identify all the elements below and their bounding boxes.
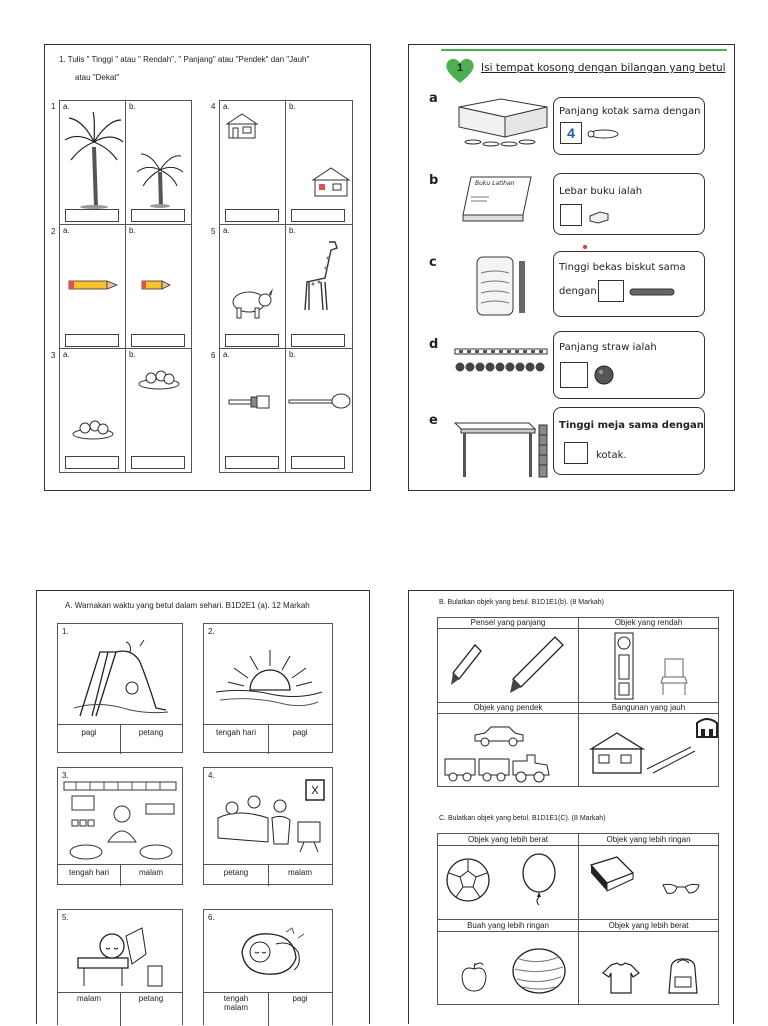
time-card-2 <box>203 623 333 753</box>
card-number: 1. <box>62 627 69 636</box>
option-malam[interactable]: malam <box>287 868 312 877</box>
time-card-4 <box>203 767 333 885</box>
eraser-icon <box>588 210 610 224</box>
balloon-icon[interactable] <box>519 853 559 907</box>
grid-b-header: Bangunan yang jauh <box>611 703 686 712</box>
title-rule <box>441 49 727 51</box>
grid-b-header: Objek yang pendek <box>473 703 543 712</box>
ws1-row-number: 3 <box>51 351 56 360</box>
option-a-label: a. <box>63 102 70 111</box>
answer-box[interactable] <box>225 456 279 469</box>
short-pencil-icon[interactable] <box>449 643 483 687</box>
tall-palm-tree-icon <box>63 112 123 207</box>
answer-box[interactable] <box>225 209 279 222</box>
long-pencil-icon[interactable] <box>509 635 565 695</box>
stick-icon <box>630 287 676 297</box>
car-icon[interactable] <box>471 723 525 747</box>
option-a-label: a. <box>223 226 230 235</box>
ws4-title-c: C. Bulatkan objek yang betul. B1D1E1(C). (8 Markah) <box>439 815 606 822</box>
item-text: kotak. <box>596 450 627 461</box>
time-card-1 <box>57 623 183 753</box>
card-number: 6. <box>208 913 215 922</box>
option-malam[interactable]: malam <box>76 994 101 1003</box>
answer-box[interactable] <box>65 456 119 469</box>
safety-pin-icon <box>588 128 620 140</box>
grid-b-header: Pensel yang panjang <box>470 618 546 627</box>
answer-box[interactable] <box>560 362 588 388</box>
item-text: Tinggi meja sama dengan <box>559 420 704 431</box>
grandfather-clock-icon[interactable] <box>611 631 637 701</box>
apple-icon[interactable] <box>459 961 489 995</box>
option-b-label: b. <box>129 350 136 359</box>
card-number: 4. <box>208 771 215 780</box>
spectacles-icon[interactable] <box>661 879 701 899</box>
child-sleeping-desk-icon <box>72 924 172 988</box>
item-b-box <box>553 173 705 235</box>
answer-box[interactable] <box>291 334 345 347</box>
answer-box[interactable] <box>560 204 582 226</box>
book-label: Buku Latihan <box>475 180 515 187</box>
table-and-blocks-icon <box>451 417 551 479</box>
answer-value: 4 <box>567 125 575 141</box>
ws4-title-b: B. Bulatkan objek yang betul. B1D1E1(b). (8 Markah) <box>439 599 604 606</box>
soccer-ball-icon[interactable] <box>445 857 491 903</box>
sunrise-icon <box>214 644 324 714</box>
worksheet-measure-with-objects <box>408 44 735 491</box>
train-icon[interactable] <box>443 753 553 783</box>
family-watching-tv-icon <box>208 778 328 862</box>
option-petang[interactable]: petang <box>223 868 249 877</box>
answer-box[interactable] <box>291 209 345 222</box>
classroom-nap-icon <box>62 780 180 864</box>
ws1-row-number: 2 <box>51 227 56 236</box>
ws1-left-grid <box>51 100 192 473</box>
grid-c <box>437 833 719 1005</box>
item-letter: c <box>429 255 437 270</box>
grid-b-header: Objek yang rendah <box>614 618 683 627</box>
rhino-icon <box>227 286 271 320</box>
child-sleeping-bed-icon <box>226 924 316 984</box>
time-card-6 <box>203 909 333 1025</box>
fruit-bowl-high-icon <box>137 368 181 390</box>
ws1-row-number: 6 <box>211 351 216 360</box>
giraffe-icon <box>295 238 345 318</box>
far-house-icon[interactable] <box>641 717 721 777</box>
item-text: dengan <box>559 286 597 297</box>
option-petang[interactable]: petang <box>138 728 164 737</box>
ws1-instruction-line2: atau "Dekat" <box>75 73 120 82</box>
ws1-row-number: 5 <box>211 227 216 236</box>
long-pencil-icon <box>69 280 119 290</box>
item-letter: b <box>429 173 439 188</box>
answer-box[interactable] <box>65 334 119 347</box>
worksheet-time-of-day <box>36 590 370 1024</box>
far-house-icon <box>311 166 351 198</box>
red-dot <box>583 245 587 249</box>
answer-box[interactable] <box>564 442 588 464</box>
answer-box[interactable] <box>65 209 119 222</box>
backpack-icon[interactable] <box>663 957 703 997</box>
ws1-instruction-line1: 1. Tulis " Tinggi " atau " Rendah", " Panjang" atau "Pendek" dan "Jauh" <box>59 55 310 64</box>
grid-c-header: Objek yang lebih ringan <box>606 835 691 844</box>
ws1-row-number: 1 <box>51 102 56 111</box>
item-letter: e <box>429 413 438 428</box>
option-a-label: a. <box>63 350 70 359</box>
option-tengah-hari[interactable]: tengah hari <box>215 728 257 737</box>
ws1-row-number: 4 <box>211 102 216 111</box>
grid-b <box>437 617 719 787</box>
chair-icon[interactable] <box>659 657 689 697</box>
grid-c-header: Objek yang lebih berat <box>608 921 689 930</box>
item-c-box <box>553 251 705 317</box>
item-text: Tinggi bekas biskut sama <box>559 262 686 273</box>
ws3-title: A. Warnakan waktu yang betul dalam sehari. B1D2E1 (a). 12 Markah <box>65 601 310 610</box>
item-text: Lebar buku ialah <box>559 186 643 197</box>
item-a-box <box>553 97 705 155</box>
option-b-label: b. <box>289 102 296 111</box>
option-b-label: b. <box>289 350 296 359</box>
option-petang[interactable]: petang <box>138 994 164 1003</box>
option-tengah-malam[interactable]: tengah malam <box>223 994 249 1012</box>
card-number: 3. <box>62 771 69 780</box>
option-malam[interactable]: malam <box>138 868 163 877</box>
watermelon-icon[interactable] <box>509 945 569 997</box>
item-text: Panjang straw ialah <box>559 342 657 353</box>
option-a-label: a. <box>223 102 230 111</box>
answer-box[interactable] <box>291 456 345 469</box>
answer-box[interactable] <box>225 334 279 347</box>
item-e-box <box>553 407 705 475</box>
long-spade-icon <box>289 394 351 410</box>
short-palm-tree-icon <box>135 152 185 207</box>
answer-box[interactable] <box>131 209 185 222</box>
short-pencil-icon <box>142 280 172 290</box>
short-brush-icon <box>229 395 273 409</box>
grid-c-header: Objek yang lebih berat <box>467 835 549 844</box>
option-a-label: a. <box>63 226 70 235</box>
worksheet-circle-objects <box>408 590 734 1024</box>
fruit-bowl-low-icon <box>71 418 115 440</box>
item-d-box <box>553 331 705 399</box>
option-b-label: b. <box>289 226 296 235</box>
answer-box[interactable] <box>131 456 185 469</box>
item-text: Panjang kotak sama dengan <box>559 106 701 117</box>
answer-box[interactable] <box>131 334 185 347</box>
option-b-label: b. <box>129 226 136 235</box>
ws1-right-grid <box>211 100 353 473</box>
near-house-icon[interactable] <box>587 731 647 775</box>
ball-icon <box>594 365 614 385</box>
answer-box[interactable] <box>560 122 582 144</box>
option-pagi[interactable]: pagi <box>81 728 97 737</box>
card-number: 5. <box>62 913 69 922</box>
option-b-label: b. <box>129 102 136 111</box>
card-number: 2. <box>208 627 215 636</box>
worksheet-length-height <box>44 44 371 491</box>
badge-number: 1 <box>457 62 464 74</box>
option-pagi[interactable]: pagi <box>292 728 308 737</box>
time-card-3 <box>57 767 183 885</box>
playground-slide-icon <box>70 638 170 718</box>
near-house-icon <box>225 112 259 140</box>
straw-and-beads-icon <box>455 347 555 377</box>
time-card-5 <box>57 909 183 1025</box>
box-tray-icon <box>451 97 551 147</box>
item-letter: d <box>429 337 439 352</box>
option-a-label: a. <box>223 350 230 359</box>
answer-box[interactable] <box>598 280 624 302</box>
item-letter: a <box>429 91 438 106</box>
grid-c-header: Buah yang lebih ringan <box>467 921 549 930</box>
book-icon[interactable] <box>587 855 637 895</box>
shirt-icon[interactable] <box>601 961 641 995</box>
option-pagi[interactable]: pagi <box>292 994 308 1003</box>
ws2-title: Isi tempat kosong dengan bilangan yang betul <box>481 62 726 74</box>
option-tengah-hari[interactable]: tengah hari <box>68 868 110 877</box>
biscuit-jar-icon <box>473 253 533 319</box>
